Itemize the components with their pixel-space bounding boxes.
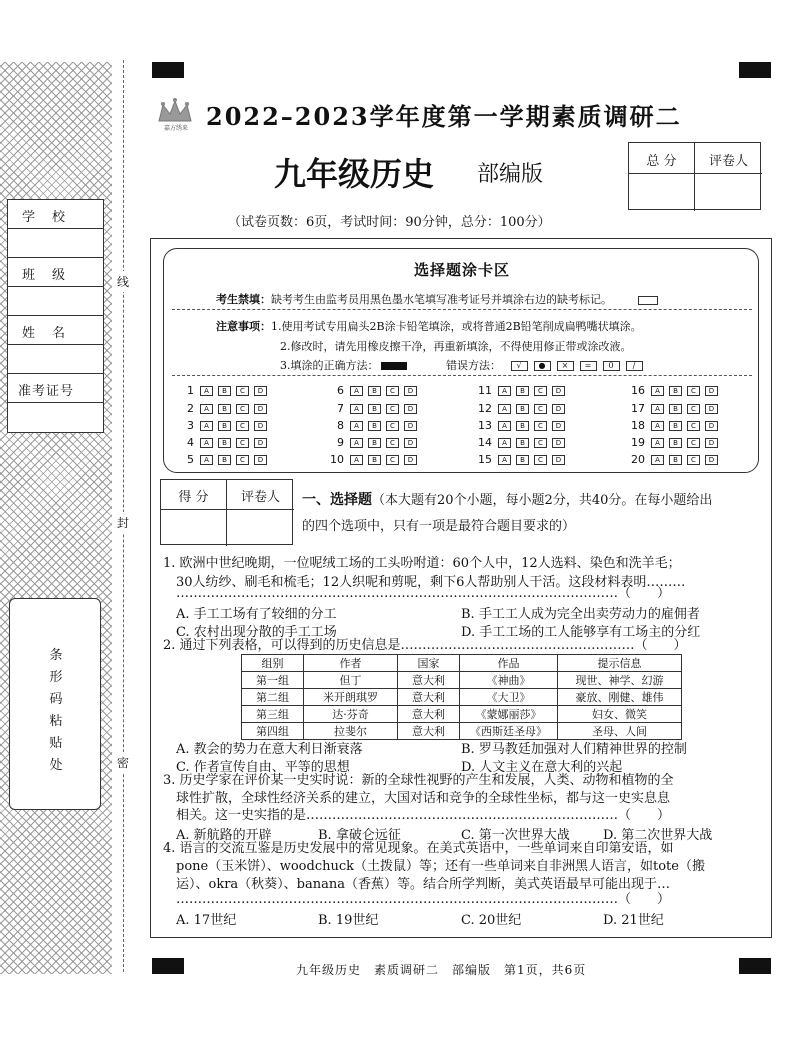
table-row <box>242 689 682 706</box>
answer-bubble[interactable]: B <box>669 404 682 414</box>
answer-number: 17 <box>631 402 645 415</box>
cut-char-seal: 封 <box>116 512 130 533</box>
table-header-cell: 国家 <box>398 655 460 672</box>
answer-bubble[interactable]: D <box>254 386 267 396</box>
answer-bubble[interactable]: B <box>669 455 682 465</box>
answer-bubble[interactable]: B <box>368 421 381 431</box>
school-field <box>8 229 103 258</box>
wrong-mark-example: ● <box>534 361 551 371</box>
q4-line-1: 4. 语言的交流互鉴是历史发展中的常见现象。在美式英语中，一些单词来自印第安语，如 <box>163 841 674 856</box>
answer-bubble[interactable]: D <box>404 455 417 465</box>
correct-fill-mark <box>381 362 407 370</box>
answer-row <box>627 384 723 397</box>
answer-number: 2 <box>187 402 194 415</box>
answer-number: 19 <box>631 436 645 449</box>
answer-number: 4 <box>187 436 194 449</box>
table-cell: 第一组 <box>242 672 304 689</box>
answer-bubble[interactable]: C <box>236 421 249 431</box>
answer-bubble[interactable]: A <box>651 438 664 448</box>
corner-mark-bottom-left <box>152 958 184 974</box>
answer-card <box>163 248 759 473</box>
table-header-row <box>242 655 682 672</box>
q3-line-3: 相关。这一史实指的是………………………………………………………………（ ） <box>176 808 671 823</box>
q3-option-d: D. 第二次世界大战 <box>603 828 713 843</box>
wrong-mark-example: / <box>626 361 643 371</box>
q1-line-1: 1. 欧洲中世纪晚期，一位呢绒工场的工头吩咐道：60个人中，12人选料、染色和洗羊毛； <box>163 556 681 571</box>
answer-bubble[interactable]: C <box>386 404 399 414</box>
section-desc-2: 的四个选项中，只有一项是最符合题目要求的） <box>302 519 576 534</box>
answer-bubble[interactable]: B <box>669 386 682 396</box>
q4-option-d: D. 21世纪 <box>603 913 664 928</box>
answer-bubble[interactable]: B <box>218 421 231 431</box>
q1-option-d: D. 手工工场的工人能够享有工场主的分红 <box>461 625 701 640</box>
section-grader-label: 评卷人 <box>227 480 294 510</box>
answer-bubble[interactable]: D <box>705 386 718 396</box>
q3-option-c: C. 第一次世界大战 <box>461 828 570 843</box>
answer-bubble[interactable]: D <box>254 404 267 414</box>
answer-number: 1 <box>187 384 194 397</box>
answer-bubble[interactable]: B <box>516 421 529 431</box>
class-field <box>8 287 103 316</box>
answer-bubble[interactable]: B <box>218 455 231 465</box>
exam-id-field <box>8 403 103 432</box>
answer-bubble[interactable]: B <box>516 455 529 465</box>
answer-bubble[interactable]: C <box>236 455 249 465</box>
answer-bubble[interactable]: C <box>687 386 700 396</box>
answer-card-title: 选择题涂卡区 <box>413 261 510 279</box>
answer-bubble[interactable]: A <box>200 404 213 414</box>
section-score-field <box>161 510 227 546</box>
answer-bubble[interactable]: D <box>254 455 267 465</box>
wrong-marks <box>505 359 643 372</box>
answer-bubble[interactable]: B <box>516 386 529 396</box>
wrong-mark-example: × <box>557 361 574 371</box>
table-row <box>242 672 682 689</box>
answer-row <box>627 436 723 449</box>
absent-text: 缺考考生由监考员用黑色墨水笔填写准考证号并填涂右边的缺考标记。 <box>271 293 612 306</box>
answer-number: 8 <box>337 419 344 432</box>
answer-bubble[interactable]: C <box>386 421 399 431</box>
table-cell: 意大利 <box>398 723 460 740</box>
section-grader-box <box>160 479 293 545</box>
answer-bubble[interactable]: C <box>687 421 700 431</box>
answer-bubble[interactable]: C <box>534 404 547 414</box>
answer-bubble[interactable]: A <box>651 421 664 431</box>
name-label: 姓 名 <box>8 316 103 345</box>
q4-option-b: B. 19世纪 <box>318 913 379 928</box>
table-header-cell: 组别 <box>242 655 304 672</box>
answer-bubble[interactable]: C <box>386 386 399 396</box>
answer-bubble[interactable]: A <box>350 455 363 465</box>
answer-bubble[interactable]: C <box>236 438 249 448</box>
barcode-area <box>9 598 101 810</box>
section-grader-field <box>227 510 294 546</box>
q4-line-2: pone（玉米饼）、woodchuck（土拨鼠）等；还有一些单词来自非洲黑人语言，如tote（搬 <box>176 859 705 874</box>
answer-number: 11 <box>478 384 492 397</box>
table-cell: 第二组 <box>242 689 304 706</box>
q2-history-table <box>241 654 682 740</box>
table-cell: 《神曲》 <box>460 672 558 689</box>
edition-label: 部编版 <box>477 162 544 187</box>
q1-line-3: …………………………………………………………………………………………（ ） <box>176 586 671 601</box>
answer-bubble[interactable]: D <box>552 404 565 414</box>
answer-row <box>176 453 272 466</box>
q2-option-c: C. 作者宣传自由、平等的思想 <box>176 760 350 775</box>
answer-bubble[interactable]: B <box>368 404 381 414</box>
absent-label: 考生禁填： <box>216 293 271 306</box>
answer-bubble[interactable]: D <box>705 438 718 448</box>
table-cell: 第四组 <box>242 723 304 740</box>
answer-bubble[interactable]: B <box>669 421 682 431</box>
answer-row <box>627 419 723 432</box>
table-header-cell: 作品 <box>460 655 558 672</box>
table-cell: 现世、神学、幻游 <box>558 672 682 689</box>
section-desc-1: （本大题有20个小题，每小题2分，共40分。在每小题给出 <box>372 493 713 508</box>
answer-number: 15 <box>478 453 492 466</box>
section-heading-line <box>302 489 712 509</box>
answer-number: 7 <box>337 402 344 415</box>
school-label: 学 校 <box>8 200 103 229</box>
answer-bubble[interactable]: A <box>651 404 664 414</box>
q1-option-a: A. 手工工场有了较细的分工 <box>176 607 337 622</box>
answer-bubble[interactable]: A <box>200 421 213 431</box>
q4-option-a: A. 17世纪 <box>176 913 237 928</box>
exam-title: 2022–2023学年度第一学期素质调研二 <box>206 102 682 131</box>
card-separator <box>172 309 752 310</box>
answer-bubble[interactable]: A <box>350 404 363 414</box>
notes-label: 注意事项： <box>216 320 271 333</box>
answer-number: 18 <box>631 419 645 432</box>
q4-option-c: C. 20世纪 <box>461 913 522 928</box>
answer-bubble[interactable]: D <box>705 421 718 431</box>
answer-number: 14 <box>478 436 492 449</box>
answer-number: 5 <box>187 453 194 466</box>
table-cell: 《西斯廷圣母》 <box>460 723 558 740</box>
answer-number: 12 <box>478 402 492 415</box>
answer-bubble[interactable]: D <box>404 404 417 414</box>
total-score-box <box>628 142 761 210</box>
answer-bubble[interactable]: A <box>498 386 511 396</box>
page-footer: 九年级历史 素质调研二 部编版 第1页，共6页 <box>296 963 587 977</box>
corner-mark-top-left <box>152 62 184 78</box>
answer-bubble[interactable]: D <box>404 438 417 448</box>
note-1-text: 1.使用考试专用扁头2B涂卡铅笔填涂，或将普通2B铅笔削成扁鸭嘴状填涂。 <box>271 320 642 333</box>
answer-bubble[interactable]: C <box>687 455 700 465</box>
answer-bubble[interactable]: D <box>705 404 718 414</box>
answer-row <box>176 419 272 432</box>
total-score-field <box>629 174 695 211</box>
answer-bubble[interactable]: B <box>218 438 231 448</box>
answer-bubble[interactable]: A <box>498 438 511 448</box>
answer-bubble[interactable]: D <box>254 438 267 448</box>
section-heading: 一、选择题 <box>302 492 372 508</box>
answer-bubble[interactable]: A <box>498 404 511 414</box>
answer-number: 6 <box>337 384 344 397</box>
answer-row <box>627 402 723 415</box>
table-row <box>242 706 682 723</box>
answer-bubble[interactable]: C <box>534 438 547 448</box>
q3-line-1: 3. 历史学家在评价某一史实时说：新的全球性视野的产生和发展，人类、动物和植物的全 <box>163 773 674 788</box>
q4-line-4: …………………………………………………………………………………………（ ） <box>176 892 671 907</box>
answer-row <box>326 384 422 397</box>
table-cell: 意大利 <box>398 689 460 706</box>
answer-bubble[interactable]: D <box>404 386 417 396</box>
table-cell: 意大利 <box>398 672 460 689</box>
answer-bubble[interactable]: A <box>350 421 363 431</box>
answer-row <box>326 419 422 432</box>
q2-option-b: B. 罗马教廷加强对人们精神世界的控制 <box>461 742 687 757</box>
answer-bubble[interactable]: A <box>498 455 511 465</box>
table-cell: 圣母、人间 <box>558 723 682 740</box>
q1-option-c: C. 农村出现分散的手工工场 <box>176 625 337 640</box>
answer-row <box>326 402 422 415</box>
table-cell: 《大卫》 <box>460 689 558 706</box>
wrong-label: 错误方法： <box>446 359 501 372</box>
answer-bubble[interactable]: C <box>534 455 547 465</box>
answer-number: 13 <box>478 419 492 432</box>
total-score-label: 总 分 <box>629 143 695 174</box>
answer-bubble[interactable]: B <box>516 404 529 414</box>
grader-field <box>695 174 762 211</box>
answer-row <box>474 453 570 466</box>
answer-bubble[interactable]: A <box>200 438 213 448</box>
answer-number: 9 <box>337 436 344 449</box>
answer-number: 10 <box>330 453 344 466</box>
table-cell: 米开朗琪罗 <box>304 689 398 706</box>
answer-row <box>176 384 272 397</box>
answer-bubble[interactable]: A <box>200 386 213 396</box>
table-header-cell: 作者 <box>304 655 398 672</box>
q2-line-1: 2. 通过下列表格，可以得到的历史信息是………………………………………………（ ） <box>163 638 687 653</box>
corner-mark-top-right <box>739 62 771 78</box>
table-cell: 妇女、微笑 <box>558 706 682 723</box>
answer-bubble[interactable]: C <box>687 404 700 414</box>
table-cell: 《蒙娜丽莎》 <box>460 706 558 723</box>
subject-title: 九年级历史 <box>274 155 435 193</box>
q2-option-d: D. 人文主义在意大利的兴起 <box>461 760 623 775</box>
exam-id-label: 准考证号 <box>8 374 103 403</box>
logo-text: 嘉方绣来 <box>163 125 188 132</box>
cut-char-secret: 密 <box>116 752 130 773</box>
exam-info: （试卷页数：6页，考试时间：90分钟，总分：100分） <box>228 215 551 230</box>
note-3-text: 3.填涂的正确方法： <box>280 359 379 372</box>
table-cell: 达·芬奇 <box>304 706 398 723</box>
answer-row <box>474 402 570 415</box>
corner-mark-bottom-right <box>739 958 771 974</box>
card-separator-2 <box>172 375 752 376</box>
q4-line-3: 运）、okra（秋葵）、banana（香蕉）等。结合所学判断，美式英语最早可能出现于… <box>176 877 670 892</box>
answer-row <box>627 453 723 466</box>
answer-bubble[interactable]: A <box>200 455 213 465</box>
wrong-mark-example: 0 <box>603 361 620 371</box>
answer-bubble[interactable]: B <box>368 386 381 396</box>
answer-bubble[interactable]: B <box>516 438 529 448</box>
q3-option-b: B. 拿破仑远征 <box>318 828 401 843</box>
grader-label: 评卷人 <box>695 143 762 174</box>
answer-bubble[interactable]: D <box>552 438 565 448</box>
class-label: 班 级 <box>8 258 103 287</box>
answer-bubble[interactable]: A <box>651 455 664 465</box>
answer-bubble[interactable]: B <box>218 386 231 396</box>
table-cell: 豪放、刚健、雄伟 <box>558 689 682 706</box>
answer-bubble[interactable]: D <box>705 455 718 465</box>
q1-option-b: B. 手工工人成为完全出卖劳动力的雇佣者 <box>461 607 700 622</box>
student-info-table <box>7 199 104 433</box>
answer-bubble[interactable]: C <box>236 404 249 414</box>
table-cell: 拉斐尔 <box>304 723 398 740</box>
absent-mark-box[interactable] <box>638 296 658 305</box>
answer-bubble[interactable]: C <box>386 438 399 448</box>
answer-number: 16 <box>631 384 645 397</box>
answer-bubble[interactable]: B <box>368 455 381 465</box>
answer-bubble[interactable]: A <box>498 421 511 431</box>
answer-row <box>176 436 272 449</box>
table-row <box>242 723 682 740</box>
answer-bubble[interactable]: D <box>552 421 565 431</box>
answer-bubble[interactable]: D <box>552 455 565 465</box>
answer-row <box>474 419 570 432</box>
barcode-label: 条形码粘贴处 <box>49 648 63 773</box>
cut-char-line: 线 <box>116 271 130 292</box>
answer-bubble[interactable]: C <box>386 455 399 465</box>
answer-row <box>474 384 570 397</box>
wrong-mark-example: = <box>580 361 597 371</box>
answer-bubble[interactable]: D <box>404 421 417 431</box>
answer-row <box>326 453 422 466</box>
q1-line-2: 30人纺纱、刷毛和梳毛；12人织呢和剪呢，剩下6人帮助别人干活。这段材料表明……… <box>176 575 686 590</box>
table-cell: 意大利 <box>398 706 460 723</box>
absent-notice <box>216 291 658 307</box>
answer-bubble[interactable]: A <box>350 438 363 448</box>
table-cell: 但丁 <box>304 672 398 689</box>
note-2: 2.修改时，请先用橡皮擦干净，再重新填涂，不得使用修正带或涂改液。 <box>280 340 632 353</box>
answer-number: 3 <box>187 419 194 432</box>
note-3 <box>280 357 643 373</box>
answer-bubble[interactable]: A <box>350 386 363 396</box>
q2-option-a: A. 教会的势力在意大利日渐衰落 <box>176 742 363 757</box>
answer-number: 20 <box>631 453 645 466</box>
wrong-mark-example: √ <box>511 361 528 371</box>
answer-bubble[interactable]: B <box>669 438 682 448</box>
answer-bubble[interactable]: C <box>534 386 547 396</box>
answer-row <box>326 436 422 449</box>
answer-bubble[interactable]: C <box>534 421 547 431</box>
q3-option-a: A. 新航路的开辟 <box>176 828 272 843</box>
section-score-label: 得 分 <box>161 480 227 510</box>
answer-bubble[interactable]: D <box>254 421 267 431</box>
answer-bubble[interactable]: D <box>552 386 565 396</box>
q3-line-2: 球性扩散，全球性经济关系的建立，大国对话和竞争的全球性坐标，都与这一史实息息 <box>176 791 671 806</box>
answer-bubble[interactable]: B <box>368 438 381 448</box>
note-1 <box>216 318 642 334</box>
answer-bubble[interactable]: A <box>651 386 664 396</box>
answer-row <box>176 402 272 415</box>
answer-bubble[interactable]: B <box>218 404 231 414</box>
answer-bubble[interactable]: C <box>236 386 249 396</box>
name-field <box>8 345 103 374</box>
table-cell: 第三组 <box>242 706 304 723</box>
answer-row <box>474 436 570 449</box>
table-header-cell: 提示信息 <box>558 655 682 672</box>
answer-bubble[interactable]: C <box>687 438 700 448</box>
